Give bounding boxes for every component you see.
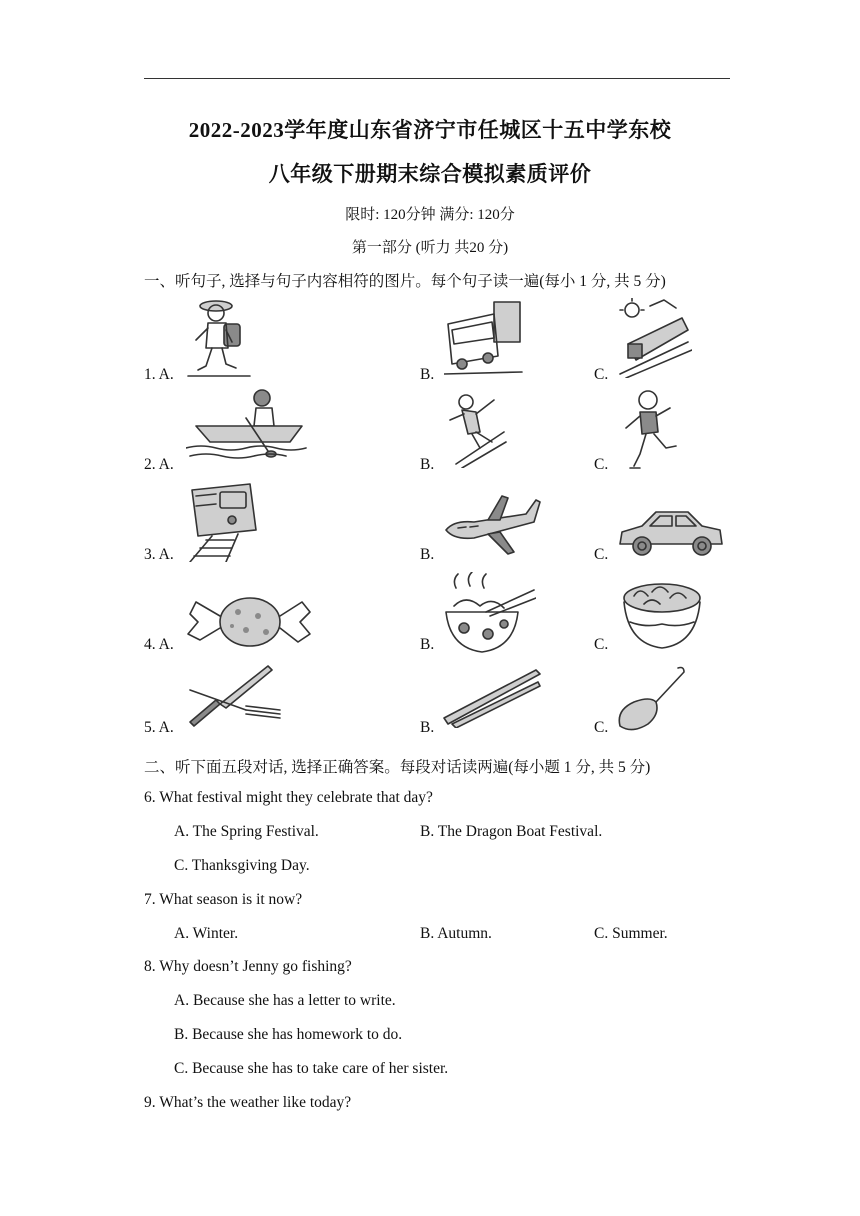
q7-option-a: A. Winter. [174, 925, 239, 942]
q3-label-b: B. [420, 546, 435, 563]
time-score: 限时: 120分钟 满分: 120分 [345, 207, 515, 223]
q8-option-b: B. Because she has homework to do. [174, 1026, 403, 1043]
train-icon [616, 298, 692, 378]
q5-label-c: C. [594, 719, 609, 736]
dumpling-bowl-icon [620, 578, 704, 650]
header-rule [144, 78, 730, 79]
section2-heading: 二、听下面五段对话, 选择正确答案。每段对话读两遍(每小题 1 分, 共 5 分) [144, 759, 651, 776]
skier-icon [444, 390, 510, 468]
q6-option-c: C. Thanksgiving Day. [174, 857, 310, 874]
hiking-child-icon [186, 296, 252, 380]
chopsticks-icon [442, 668, 542, 728]
q4-label-b: B. [420, 636, 435, 653]
q8-option-a: A. Because she has a letter to write. [174, 992, 396, 1009]
q1-label-b: B. [420, 366, 435, 383]
title-line-1: 2022-2023学年度山东省济宁市任城区十五中学东校 [188, 118, 672, 142]
q2-label-b: B. [420, 456, 435, 473]
q8-question: 8. Why doesn’t Jenny go fishing? [144, 958, 352, 975]
q6-option-b: B. The Dragon Boat Festival. [420, 823, 603, 840]
rowing-boat-icon [186, 388, 310, 462]
bus-icon [444, 298, 524, 378]
train-on-tracks-icon [186, 480, 266, 562]
q8-option-c: C. Because she has to take care of her sister. [174, 1060, 449, 1077]
q4-label-c: C. [594, 636, 609, 653]
q7-option-b: B. Autumn. [420, 925, 492, 942]
car-icon [616, 506, 726, 558]
section1-heading: 一、听句子, 选择与句子内容相符的图片。每个句子读一遍(每小 1 分, 共 5 分) [144, 273, 666, 290]
q2-label-c: C. [594, 456, 609, 473]
q7-question: 7. What season is it now? [144, 891, 303, 908]
q9-question: 9. What’s the weather like today? [144, 1094, 352, 1111]
title-line-2: 八年级下册期末综合模拟素质评价 [268, 162, 592, 186]
q7-option-c: C. Summer. [594, 925, 668, 942]
spoon-icon [614, 664, 686, 734]
running-boy-icon [616, 388, 682, 472]
q6-option-a: A. The Spring Festival. [174, 823, 319, 840]
knife-fork-icon [186, 664, 282, 732]
part-one-heading: 第一部分 (听力 共20 分) [351, 240, 509, 256]
candy-icon [186, 594, 312, 650]
q1-label-a: 1. A. [144, 366, 174, 383]
airplane-icon [444, 494, 542, 556]
q6-question: 6. What festival might they celebrate that day? [144, 789, 433, 806]
q5-label-b: B. [420, 719, 435, 736]
q5-label-a: 5. A. [144, 719, 174, 736]
q4-label-a: 4. A. [144, 636, 174, 653]
q2-label-a: 2. A. [144, 456, 174, 473]
q3-label-c: C. [594, 546, 609, 563]
q1-label-c: C. [594, 366, 609, 383]
noodle-bowl-icon [442, 572, 536, 656]
q3-label-a: 3. A. [144, 546, 174, 563]
